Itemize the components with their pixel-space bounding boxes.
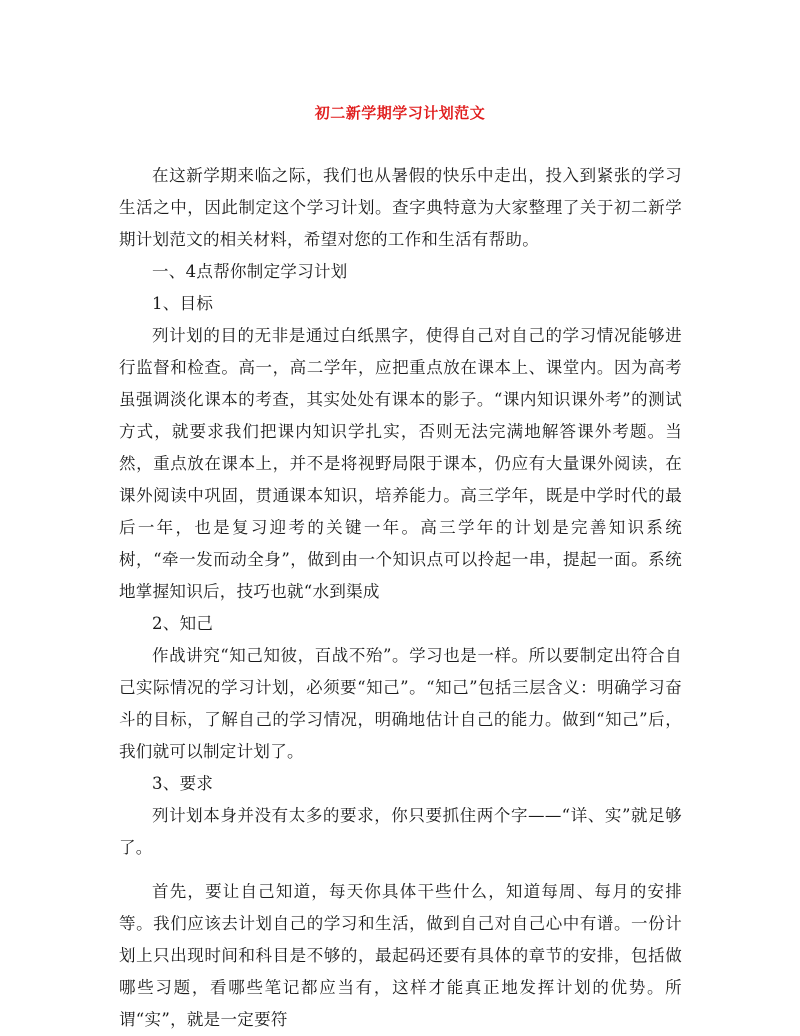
know-yourself-paragraph: 作战讲究“知己知彼，百战不殆”。学习也是一样。所以要制定出符合自己实际情况的学习计划，必须要“知己”。“知己”包括三层含义：明确学习奋斗的目标，了解自己的学习情况，明确地估计自己的能力。做到“知己”后，我们就可以制定计划了。: [119, 646, 682, 761]
intro-paragraph: 在这新学期来临之际，我们也从暑假的快乐中走出，投入到紧张的学习生活之中，因此制定这个学习计划。查字典特意为大家整理了关于初二新学期计划范文的相关材料，希望对您的工作和生活有帮助。: [119, 166, 682, 249]
requirements-paragraph: 列计划本身并没有太多的要求，你只要抓住两个字——“详、实”就足够了。: [119, 806, 682, 857]
document-title: 初二新学期学习计划范文: [314, 104, 486, 122]
first-point-paragraph: 首先，要让自己知道，每天你具体干些什么，知道每周、每月的安排等。我们应该去计划自己的学习和生活，做到自己对自己心中有谱。一份计划上只出现时间和科目是不够的，最起码还要有具体的章节的安排，包括做哪些习题，看哪些笔记都应当有，这样才能真正地发挥计划的优势。所谓“实”，就是一定要符: [119, 882, 682, 1029]
subheading-requirements: 3、要求: [152, 774, 214, 793]
subheading-goal: 1、目标: [152, 294, 214, 313]
document-body: [119, 160, 682, 1036]
goal-paragraph: 列计划的目的无非是通过白纸黑字，使得自己对自己的学习情况能够进行监督和检查。高一，高二学年，应把重点放在课本上、课堂内。因为高考虽强调淡化课本的考查，其实处处有课本的影子。“课内知识课外考”的测试方式，就要求我们把课内知识学扎实，否则无法完满地解答课外考题。当然，重点放在课本上，并不是将视野局限于课本，仍应有大量课外阅读，在课外阅读中巩固，贯通课本知识，培养能力。高三学年，既是中学时代的最后一年，也是复习迎考的关键一年。高三学年的计划是完善知识系统树，“牵一发而动全身”，做到由一个知识点可以拎起一串，提起一面。系统地掌握知识后，技巧也就“水到渠成: [119, 326, 682, 601]
section-heading-1: 一、4点帮你制定学习计划: [152, 262, 348, 281]
subheading-know-yourself: 2、知己: [152, 614, 214, 633]
